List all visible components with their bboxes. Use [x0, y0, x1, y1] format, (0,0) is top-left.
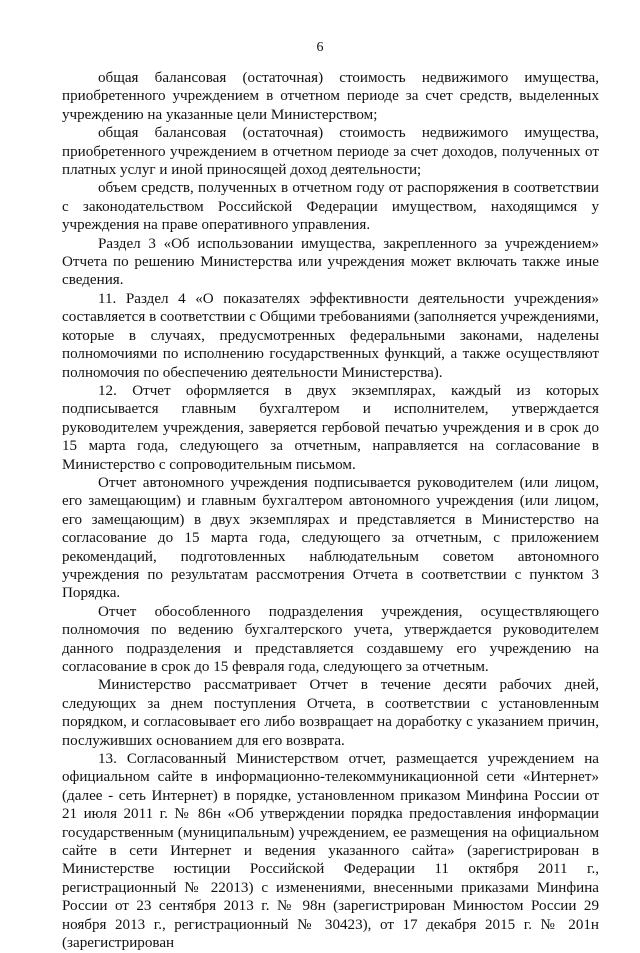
paragraph-balance-value-paid-services: общая балансовая (остаточная) стоимость недвижимого имущества, приобретенного учреждением в отчетном периоде за счет доходов, полученных от платных услуг и иной приносящей доход деятельности; [62, 125, 599, 179]
paragraph-separate-division-report: Отчет обособленного подразделения учреждения, осуществляющего полномочия по ведению бухгалтерского учета, утверждается руководителем данного подразделения и представляется создавшему его учреждению на согласование в срок до 15 февраля года, следующего за отчетным. [62, 603, 599, 675]
document-body [62, 69, 599, 953]
paragraph-item-13: 13. Согласованный Министерством отчет, размещается учреждением на официальном сайте в информационно-телекоммуникационной сети «Интернет» (далее - сеть Интернет) в порядке, установленном приказом Минфина России от 21 июля 2011 г. № 86н «Об утверждении порядка предоставления информации государственным (муниципальным) учреждением, ее размещения на официальном сайте в сети Интернет и ведения указанного сайта» (зарегистрирован в Министерстве юстиции Российской Федерации 11 октября 2011 г., регистрационный № 22013) с изменениями, внесенными приказами Минфина России от 23 сентября 2013 г. № 98н (зарегистрирован Минюстом России 29 ноября 2013 г., регистрационный № 30423), от 17 декабря 2015 г. № 201н (зарегистрирован [62, 751, 599, 952]
paragraph-item-12: 12. Отчет оформляется в двух экземплярах, каждый из которых подписывается главным бухгалтером и исполнителем, утверждается руководителем учреждения, заверяется гербовой печатью учреждения и в срок до 15 марта года, следующего за отчетным, направляется на согласование в Министерство с сопроводительным письмом. [62, 382, 599, 473]
paragraph-autonomous-report: Отчет автономного учреждения подписывается руководителем (или лицом, его замещающим) и главным бухгалтером автономного учреждения (или лицом, его замещающим) в двух экземплярах и представляется в Министерство на согласование до 15 марта года, следующего за отчетным, с приложением рекомендаций, подготовленных наблюдательным советом автономного учреждения по результатам рассмотрения Отчета в соответствии с пунктом 3 Порядка. [62, 474, 599, 602]
paragraph-ministry-review: Министерство рассматривает Отчет в течение десяти рабочих дней, следующих за днем поступления Отчета, в соответствии с установленным порядком, и согласовывает его либо возвращает на доработку с указанием причин, послуживших основанием для его возврата. [62, 677, 599, 749]
paragraph-disposal-funds: объем средств, полученных в отчетном году от распоряжения в соответствии с законодательством Российской Федерации имуществом, находящимся у учреждения на праве оперативного управления. [62, 180, 599, 234]
page-number: 6 [316, 40, 324, 55]
paragraph-item-11: 11. Раздел 4 «О показателях эффективности деятельности учреждения» составляется в соответствии с Общими требованиями (заполняется учреждениями, которые в случаях, предусмотренных федеральными законами, наделены полномочиями по исполнению государственных функций, а также осуществляют полномочия по обеспечению деятельности Министерства). [62, 290, 599, 381]
paragraph-section-3: Раздел 3 «Об использовании имущества, закрепленного за учреждением» Отчета по решению Министерства или учреждения может включать также иные сведения. [62, 235, 599, 289]
paragraph-balance-value-ministry-funds: общая балансовая (остаточная) стоимость недвижимого имущества, приобретенного учреждением в отчетном периоде за счет средств, выделенных учреждению на указанные цели Министерством; [62, 70, 599, 123]
